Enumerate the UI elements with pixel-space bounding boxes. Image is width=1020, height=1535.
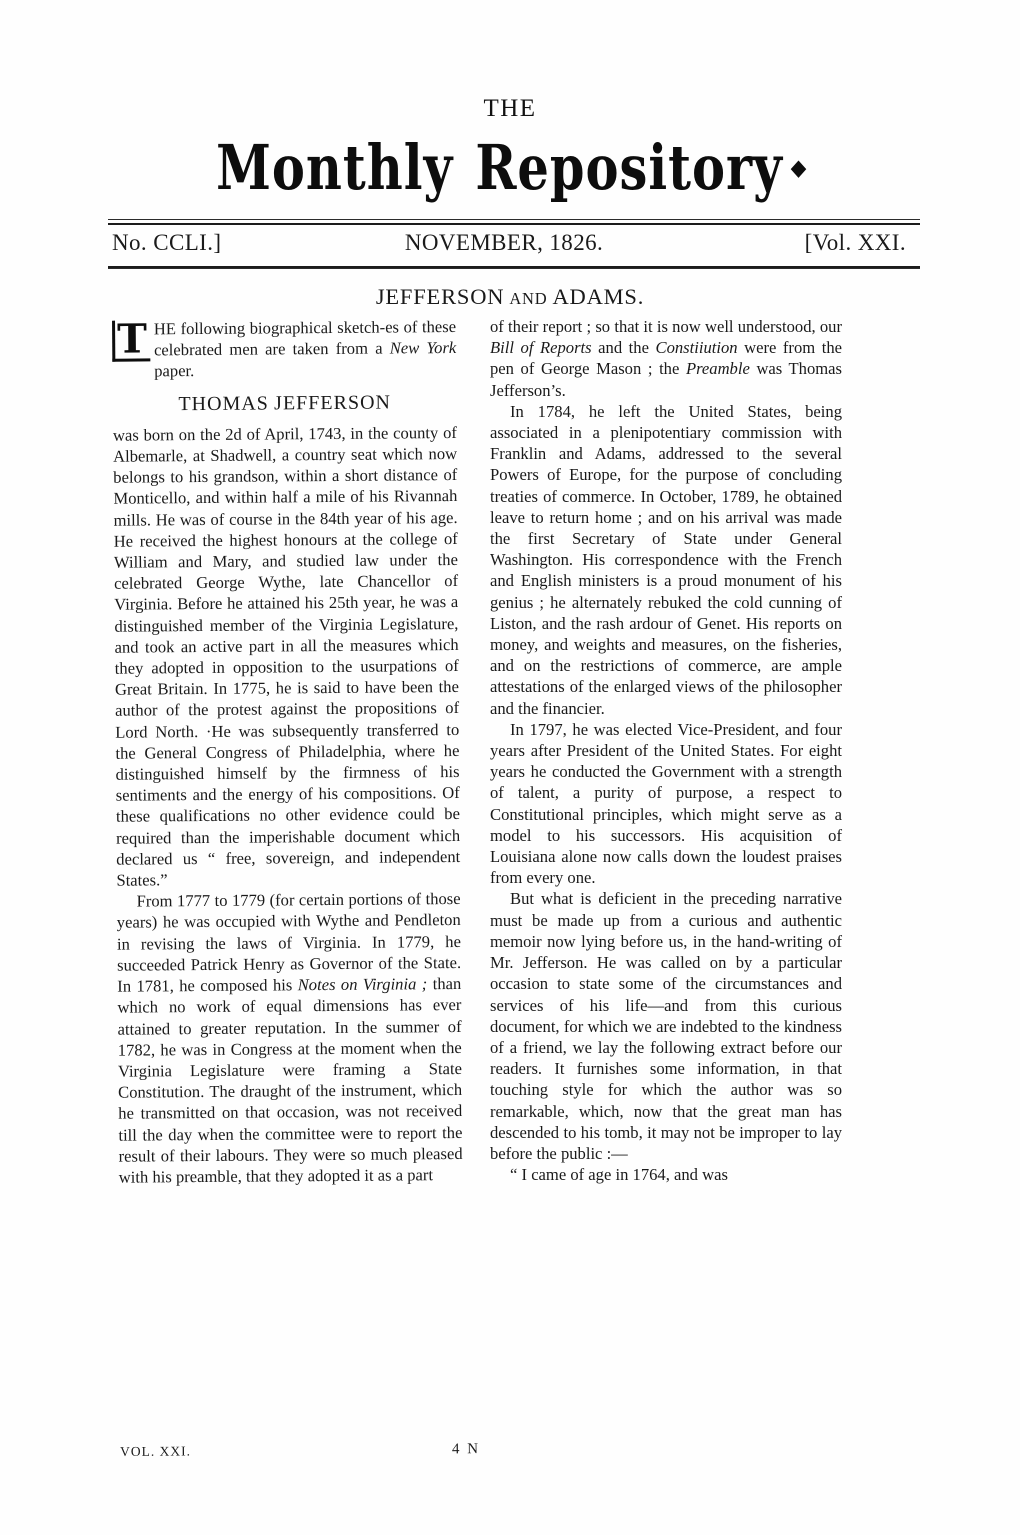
right-paragraph-2: In 1784, he left the United States, being associated in a plenipotentiary commission with Franklin and Adams, addressed to the several Powers of Europe, for the purpose of concluding treaties of commerce. In October, 1789, he obtained leave to return home ; and on his arrival was made the first Secretary of State under General Washington. His correspondence with the French and English ministers is a proud monument of his genius ; he alternately rebuked the cold cunning of Liston, and the rash ardour of Genet. His reports on money, and weights and measures, on the fisheries, and on the restrictions of commerce, are ample attestations of the enlarged views of the philosopher and the financier. xyxy=(490,401,842,718)
right-paragraph-1-part-d: was Thomas Jefferson’s. xyxy=(490,359,842,400)
right-paragraph-3: In 1797, he was elected Vice-President, and four years after President of the United States. For eight years he conducted the Government with a strength of talent, a purity of purpose, a respect to Constitutional principles, which might serve as a model to his successors. His acquisition of Louisiana alone now calls down the loudest praises from every one. xyxy=(490,719,842,888)
drop-cap-letter: T xyxy=(112,320,150,361)
intro-first-line: HE following biographical sketch- xyxy=(153,317,386,339)
column-right xyxy=(490,316,842,1185)
right-paragraph-1-italic-constitution: Constiiution xyxy=(655,338,738,358)
diamond-ornament-icon xyxy=(791,160,807,177)
right-paragraph-1-part-c: were from the pen of George Mason ; the xyxy=(490,338,842,379)
left-paragraph-2-italic: Notes on Virginia ; xyxy=(297,974,428,995)
masthead-the: THE xyxy=(483,95,537,122)
issue-line xyxy=(112,230,918,256)
subhead-word-thomas: THOMAS xyxy=(178,392,269,415)
masthead xyxy=(0,95,1020,204)
rule-thin xyxy=(108,268,920,269)
issue-date: NOVEMBER, 1826. xyxy=(404,230,604,255)
article-title-second: ADAMS. xyxy=(552,284,645,309)
left-paragraph-2-part-a: From 1777 to 1779 (for certain portions of those years) he was occupied with Wythe and Pendleton in revising the laws of Virginia. In 1779, he succeeded Patrick Henry as Governor of the State. In 1781, he composed his xyxy=(116,889,462,996)
left-paragraph-2-part-b: than which no work of equal dimensions has ever attained to greater reputation. In the summer of 1782, he was in Congress at the moment when the Virginia Legislature were framing a State Constitution. The draught of the instrument, which he transmitted on that occasion, was not received till the day when the committee were to report the result of their labours. They were so much pleased with his preamble, that they adopted it as a part xyxy=(117,974,463,1187)
subhead-thomas-jefferson xyxy=(113,392,457,416)
column-left xyxy=(112,316,463,1188)
article-title-conjunction: AND xyxy=(509,289,548,308)
footer-signature-mark: 4 N xyxy=(451,1441,481,1458)
issue-number: No. CCLI.] xyxy=(112,230,222,255)
right-paragraph-1-italic-preamble: Preamble xyxy=(685,359,750,379)
intro-tail: paper. xyxy=(154,361,195,381)
page-footer xyxy=(120,1441,480,1461)
right-paragraph-4: But what is deficient in the preceding narrative must be made up from a curious and authentic memoir now lying before us, in the hand-writing of Mr. Jefferson. He was called on by a particular occasion to state some of the circumstances and services of his life—and from this curious document, for which we are indebted to the kindness of a friend, we lay the following extract before our readers. It furnishes some information, in that touching style for which the author was so remarkable, which, now that the great man has descended to his tomb, it may not be improper to lay before the public :— xyxy=(490,889,842,1163)
left-paragraph-1: was born on the 2d of April, 1743, in the county of Albemarle, at Shadwell, a country seat which now belongs to his grandson, within a short distance of Monticello, and within half a mile of his Rivannah mills. He was of course in the 84th year of his age. He received the highest honours at the college of William and Mary, and studied law under the celebrated George Wythe, late Chancellor of Virginia. Before he attained his 25th year, he was a distinguished member of the Virginia Legislature, and took an active part in all the measures which they adopted in opposition to the usurpations of Great Britain. In 1775, he is said to have been the author of the protest against the propositions of Lord North. ·He was subsequently transferred to the General Congress of Philadelphia, where he distinguished himself by the firmness of his sentiments and the energy of his compositions. Of these qualifications no other evidence could be required than the imperishable document which declared us “ free, sovereign, and independent States.” xyxy=(112,422,461,890)
intro-second-line: es of these celebrated men are taken from a xyxy=(153,316,457,360)
article-title-main: JEFFERSON xyxy=(375,284,505,309)
masthead-title-word-2: Repository xyxy=(475,130,783,204)
masthead-title xyxy=(0,130,1020,204)
right-paragraph-1-part-a: of their report ; so that it is now well understood, our xyxy=(490,317,842,336)
right-paragraph-1-part-b: and the xyxy=(591,338,656,358)
intro-italic-source: New York xyxy=(389,338,457,358)
right-paragraph-1 xyxy=(490,316,842,401)
masthead-title-word-1: Monthly xyxy=(216,130,454,204)
footer-volume: VOL. XXI. xyxy=(120,1443,191,1459)
rule-thick xyxy=(108,223,920,225)
left-paragraph-2 xyxy=(117,888,463,1188)
right-paragraph-5-quote: “ I came of age in 1764, and was xyxy=(510,1165,728,1185)
intro-paragraph xyxy=(112,316,456,382)
subhead-word-jefferson: JEFFERSON xyxy=(274,391,392,415)
rule-above-issue-line xyxy=(108,219,920,225)
issue-volume: [Vol. XXI. xyxy=(804,230,906,255)
rule-below-issue-line xyxy=(108,263,920,269)
article-title xyxy=(0,284,1020,310)
right-paragraph-1-italic-bill: Bill of Reports xyxy=(490,338,592,358)
rule-thin xyxy=(108,219,920,220)
